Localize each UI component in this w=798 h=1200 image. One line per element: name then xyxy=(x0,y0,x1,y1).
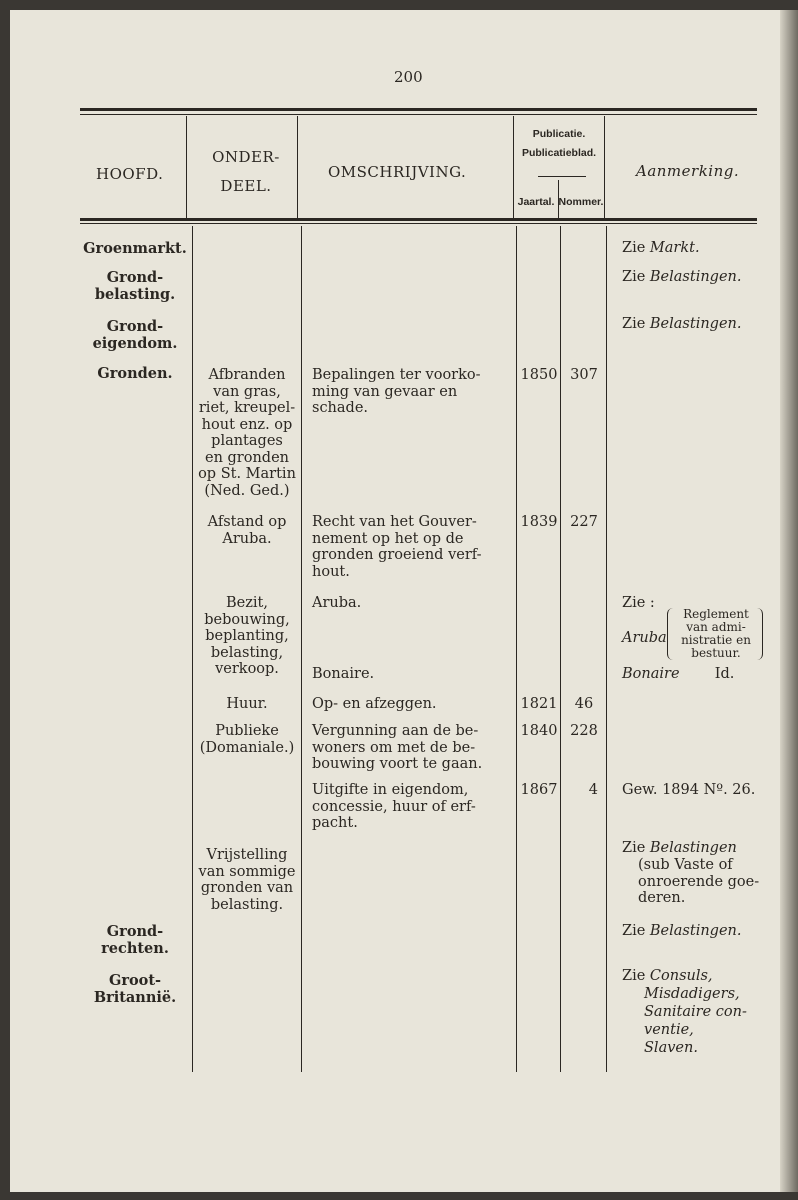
note-belastingen-sub: Zie Belastingen xyxy=(622,840,737,856)
header-jaartal: Jaartal. xyxy=(517,196,555,208)
sub-bezit: Bezit, bebouwing, beplanting, belasting, verkoop. xyxy=(204,595,290,677)
top-rule-thin xyxy=(80,114,757,115)
head-groenmarkt: Groenmarkt. xyxy=(83,240,187,257)
note-gew: Gew. 1894 Nº. 26. xyxy=(622,782,756,798)
nommer-4: 4 xyxy=(588,782,598,798)
note-reglement: Reglement van admi- nistratie en bestuur. xyxy=(681,607,751,660)
right-brace xyxy=(756,608,763,660)
note-zie-colon: Zie : xyxy=(622,595,655,611)
note-belastingen-2: Zie Belastingen. xyxy=(622,316,742,332)
head-grootbrittannie-2: Britannië. xyxy=(93,989,177,1006)
note-slaven: Slaven. xyxy=(644,1040,698,1056)
note-ventie: ventie, xyxy=(644,1022,694,1038)
sub-afstand: Afstand op Aruba. xyxy=(207,514,287,547)
header-rule-thin xyxy=(80,223,757,224)
sub-publieke: Publieke (Domaniale.) xyxy=(199,723,295,756)
note-sub-vaste: (sub Vaste of onroerende goe- deren. xyxy=(638,857,760,906)
head-grondbelasting-1: Grond- xyxy=(106,269,164,286)
jaartal-1850: 1850 xyxy=(520,367,558,383)
desc-bonaire: Bonaire. xyxy=(312,666,375,682)
top-rule-thick xyxy=(80,108,757,111)
head-grondrechten-1: Grond- xyxy=(106,923,164,940)
left-brace xyxy=(667,608,676,660)
head-grondbelasting-2: belasting. xyxy=(94,286,176,303)
desc-recht: Recht van het Gouver- nement op het op de gronden groeiend verf- hout. xyxy=(312,514,482,580)
header-onderdeel-1: ONDER- xyxy=(212,148,280,166)
column-divider xyxy=(301,226,302,1072)
header-onderdeel-2: DEEL. xyxy=(220,177,272,195)
sub-afbranden: Afbranden van gras, riet, kreupel- hout enz. op plantages en gronden op St. Martin (Ned. Ged.) xyxy=(198,367,296,499)
note-markt: Zie Markt. xyxy=(622,240,700,256)
sub-vrijstelling: Vrijstelling van sommige gronden van belasting. xyxy=(198,847,296,913)
page-number: 200 xyxy=(394,68,423,86)
column-divider xyxy=(516,226,517,1072)
page-edge xyxy=(780,10,798,1192)
note-bonaire: Bonaire Id. xyxy=(622,666,735,682)
header-divider xyxy=(297,116,298,218)
nommer-228: 228 xyxy=(570,723,598,739)
desc-opzeggen: Op- en afzeggen. xyxy=(312,696,437,712)
header-divider xyxy=(604,116,605,218)
head-grondrechten-2: rechten. xyxy=(101,940,169,957)
header-publicatieblad: Publicatieblad. xyxy=(521,147,597,159)
head-grondeigendom-1: Grond- xyxy=(106,318,164,335)
desc-bepalingen: Bepalingen ter voorko- ming van gevaar en schade. xyxy=(312,367,481,416)
note-consuls: Zie Consuls, xyxy=(622,968,713,984)
desc-aruba: Aruba. xyxy=(312,595,362,611)
nommer-46: 46 xyxy=(574,696,594,712)
header-rule-thick xyxy=(80,218,757,221)
header-nommer: Nommer. xyxy=(558,196,604,208)
column-divider xyxy=(606,226,607,1072)
desc-uitgifte: Uitgifte in eigendom, concessie, huur of erf- pacht. xyxy=(312,782,476,831)
header-aanmerking: Aanmerking. xyxy=(636,162,740,180)
jaartal-1839: 1839 xyxy=(520,514,558,530)
jaartal-1867: 1867 xyxy=(520,782,558,798)
sub-huur: Huur. xyxy=(226,696,268,712)
header-divider xyxy=(186,116,187,218)
jaartal-1821: 1821 xyxy=(520,696,558,712)
nommer-307: 307 xyxy=(570,367,598,383)
header-publicatie: Publicatie. xyxy=(532,128,586,140)
note-belastingen-1: Zie Belastingen. xyxy=(622,269,742,285)
head-grondeigendom-2: eigendom. xyxy=(92,335,178,352)
jaartal-1840: 1840 xyxy=(520,723,558,739)
column-divider xyxy=(192,226,193,1072)
header-subrule xyxy=(538,176,586,177)
desc-vergunning: Vergunning aan de be- woners om met de be- bouwing voort te gaan. xyxy=(312,723,483,772)
header-hoofd: HOOFD. xyxy=(96,165,164,183)
note-belastingen-3: Zie Belastingen. xyxy=(622,923,742,939)
header-omschrijving: OMSCHRIJVING. xyxy=(328,163,467,181)
column-divider xyxy=(560,226,561,1072)
note-misdadigers: Misdadigers, xyxy=(644,986,740,1002)
nommer-227: 227 xyxy=(570,514,598,530)
note-sanitaire: Sanitaire con- xyxy=(644,1004,747,1020)
head-grootbrittannie-1: Groot- xyxy=(108,972,162,989)
head-gronden: Gronden. xyxy=(97,365,173,382)
note-aruba: Aruba xyxy=(622,630,667,646)
